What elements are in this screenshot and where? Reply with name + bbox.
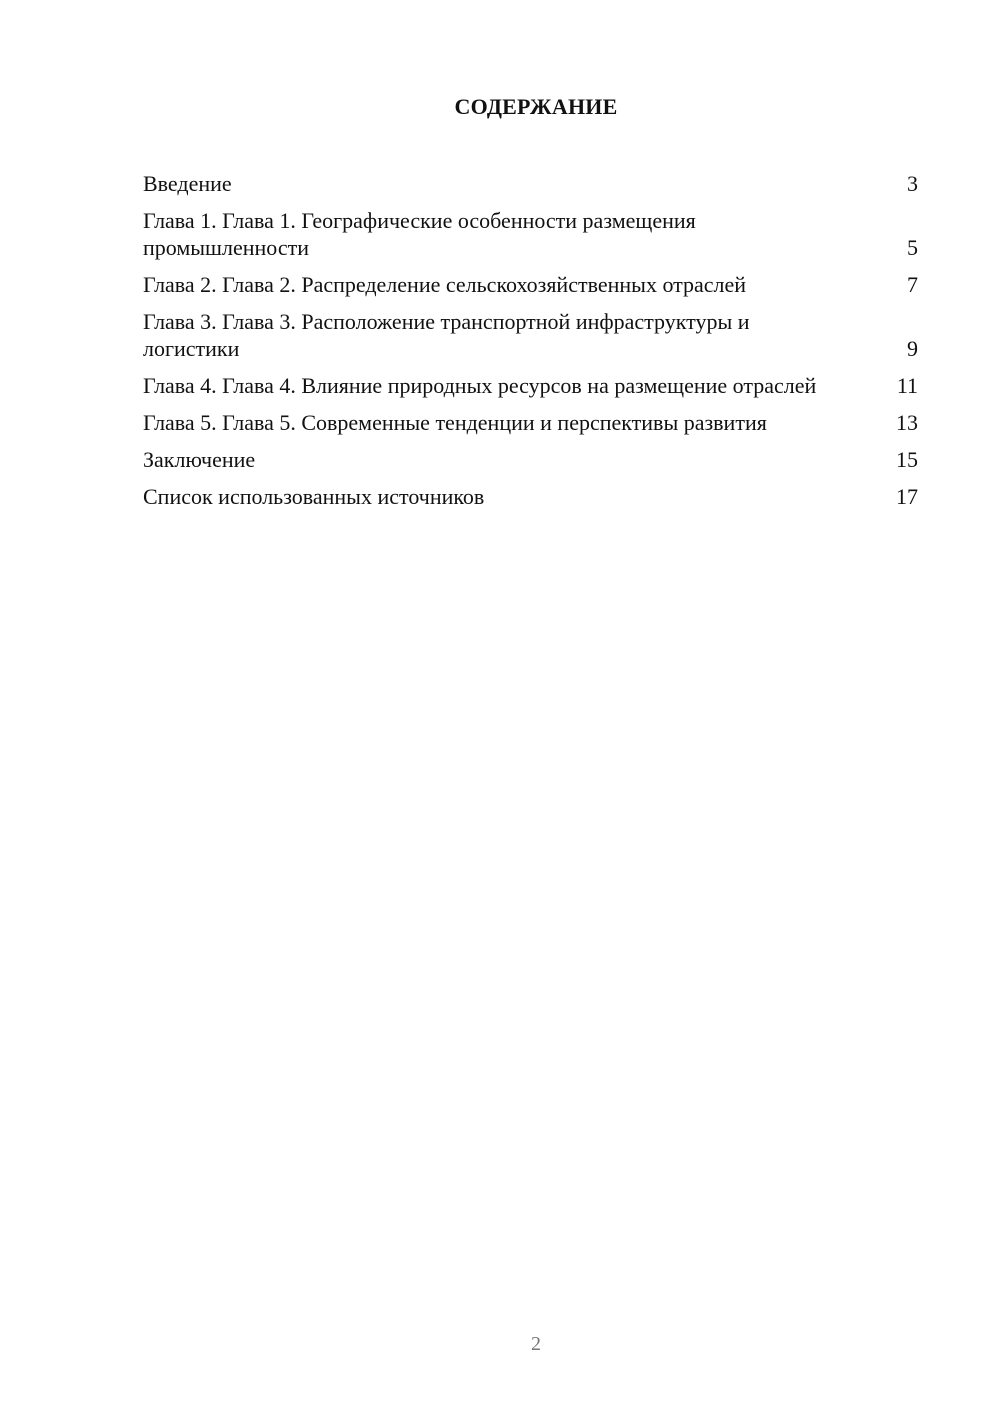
toc-entry-introduction[interactable]	[143, 170, 918, 197]
toc-entry-chapter-3[interactable]	[143, 308, 918, 362]
toc-entry-label: Введение	[143, 171, 232, 196]
toc-entry-label: Глава 2. Глава 2. Распределение сельскохозяйственных отраслей	[143, 272, 747, 297]
toc-entry-references[interactable]	[143, 483, 918, 510]
toc-entry-page: 17	[896, 484, 918, 509]
toc-entry-page: 5	[907, 235, 918, 260]
toc-entry-page: 7	[907, 272, 918, 297]
toc-entry-chapter-2[interactable]	[143, 271, 918, 298]
toc-title: СОДЕРЖАНИЕ	[454, 94, 618, 119]
toc-entry-page: 13	[896, 410, 918, 435]
toc-entry-label: Заключение	[143, 447, 256, 472]
toc-entry-label: Список использованных источников	[143, 484, 485, 509]
toc-entry-chapter-4[interactable]	[143, 372, 918, 399]
toc-entry-chapter-1[interactable]	[143, 207, 918, 261]
toc-entry-page: 11	[896, 373, 918, 398]
toc-list	[143, 170, 918, 520]
toc-entry-chapter-5[interactable]	[143, 409, 918, 436]
toc-entry-label: Глава 4. Глава 4. Влияние природных ресурсов на размещение отраслей	[143, 373, 817, 398]
toc-entry-label: Глава 5. Глава 5. Современные тенденции и перспективы развития	[143, 410, 767, 435]
toc-entry-page: 9	[907, 336, 918, 361]
toc-entry-conclusion[interactable]	[143, 446, 918, 473]
toc-entry-label: Глава 1. Глава 1. Географические особенности размещения промышленности	[143, 208, 696, 260]
toc-entry-label: Глава 3. Глава 3. Расположение транспортной инфраструктуры и логистики	[143, 309, 750, 361]
page-number: 2	[531, 1333, 541, 1355]
toc-entry-page: 3	[907, 171, 918, 196]
toc-entry-page: 15	[896, 447, 918, 472]
